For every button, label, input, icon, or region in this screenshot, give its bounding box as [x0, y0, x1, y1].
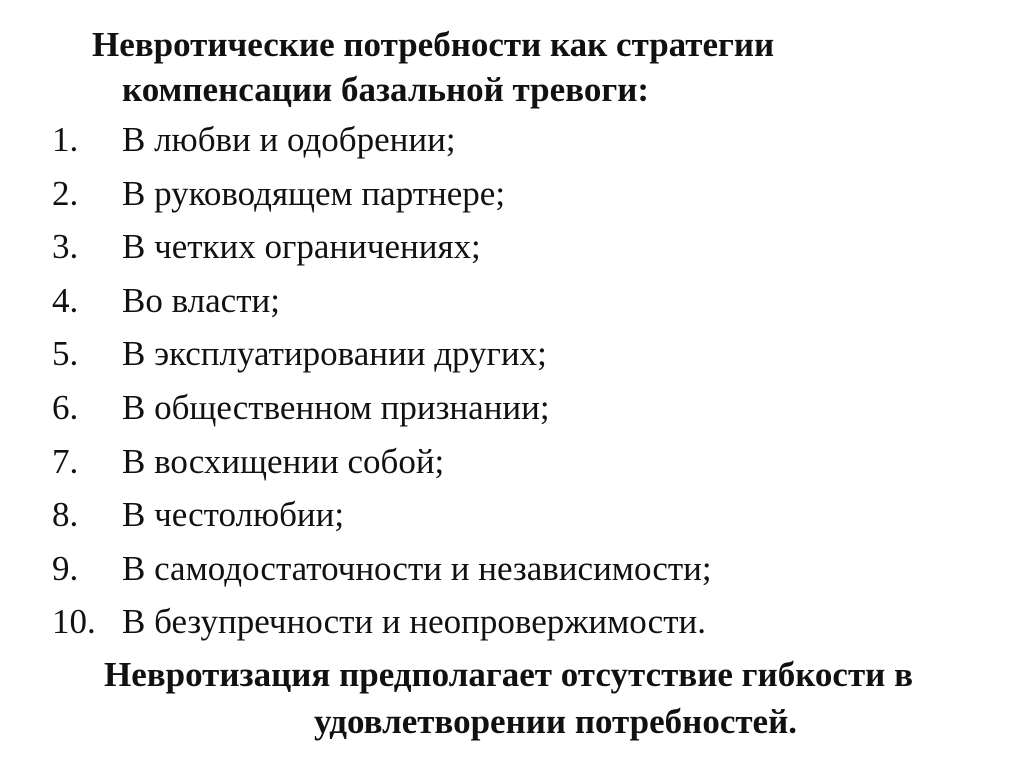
list-item-text: В самодостаточности и независимости;	[122, 548, 712, 588]
list-item-text: В эксплуатировании других;	[122, 334, 547, 374]
list-item-text: В восхищении собой;	[122, 441, 445, 481]
list-item-number: 10.	[52, 602, 96, 642]
list-item-text: В любви и одобрении;	[122, 120, 456, 159]
list-item-text: В руководящем партнере;	[122, 173, 506, 213]
conclusion-line-2: удовлетворении потребностей.	[314, 702, 798, 741]
list-item-number: 3.	[52, 227, 79, 267]
list-item-number: 6.	[52, 387, 79, 427]
list-item-number: 7.	[52, 441, 79, 481]
list-item-number: 1.	[52, 120, 79, 159]
heading-line-1: Невротические потребности как стратегии	[92, 25, 775, 64]
slide-heading	[92, 22, 992, 112]
list-item-number: 8.	[52, 495, 79, 535]
list-item-text: В безупречности и неопровержимости.	[122, 602, 706, 642]
list-item-number: 4.	[52, 280, 79, 320]
list-item-text: В общественном признании;	[122, 387, 550, 427]
list-item-number: 9.	[52, 548, 79, 588]
conclusion-line-1: Невротизация предполагает отсутствие гибкости в	[104, 655, 913, 694]
list-item-number: 2.	[52, 173, 79, 213]
list-item-text: В честолюбии;	[122, 495, 345, 535]
list-item-text: Во власти;	[122, 280, 280, 320]
list-item-text: В четких ограничениях;	[122, 227, 481, 267]
list-item-number: 5.	[52, 334, 79, 374]
heading-line-2: компенсации базальной тревоги:	[122, 70, 650, 109]
